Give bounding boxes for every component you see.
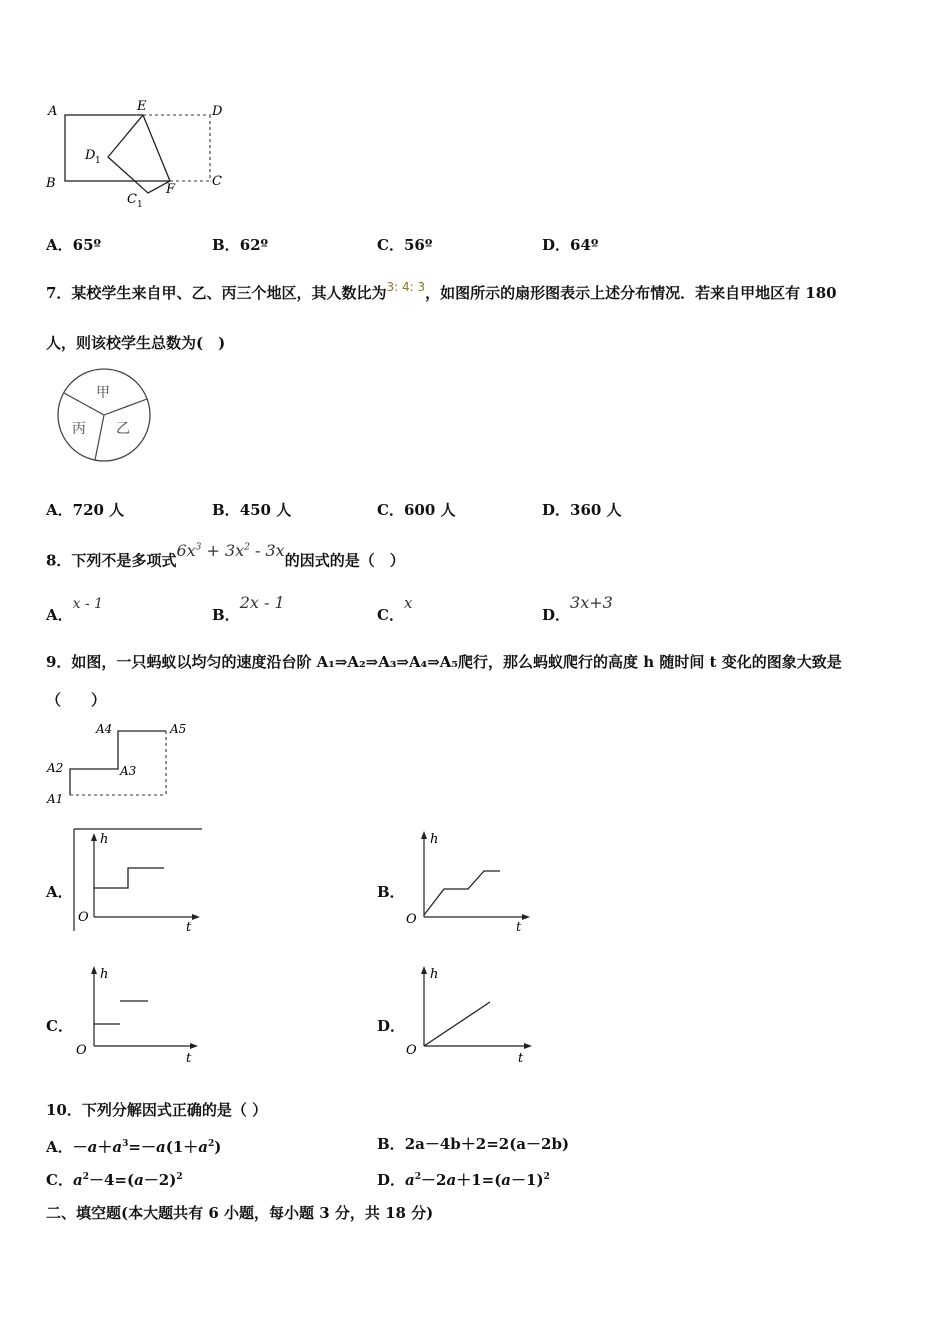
stair-label-a3: A3 [120, 764, 137, 778]
q6-option-b[interactable]: B．62º [212, 236, 269, 254]
label-D1: D [85, 148, 96, 163]
q8-option-d[interactable]: D．3x+3 [542, 593, 613, 624]
q7-question-line2: 人，则该校学生总数为( ) [46, 334, 226, 352]
graph-d-o: O [406, 1043, 417, 1058]
q10-option-b[interactable]: B．2a－4b＋2=2(a－2b) [377, 1135, 570, 1153]
q9-question-line1: 9．如图，一只蚂蚁以均匀的速度沿台阶 A₁⇒A₂⇒A₃⇒A₄⇒A₅爬行，那么蚂蚁爬行的高度 h 随时间 t 变化的图象大致是 [46, 653, 842, 671]
label-D1-sub: 1 [95, 156, 101, 166]
q7-ratio: 3: 4: 3 [386, 280, 426, 294]
graph-b-h: h [430, 832, 439, 847]
graph-a-h: h [100, 832, 109, 847]
q6-option-c[interactable]: C．56º [377, 236, 433, 254]
stair-label-a1: A1 [47, 792, 64, 806]
q8-option-b[interactable]: B．2x - 1 [212, 593, 285, 624]
graph-a-t: t [186, 920, 192, 935]
q9-graph-c[interactable] [70, 960, 210, 1068]
q7-option-d[interactable]: D．360 人 [542, 501, 622, 519]
graph-c-t: t [186, 1051, 192, 1066]
q9-graph-a[interactable] [70, 825, 210, 935]
q9-option-d-label[interactable]: D． [377, 1017, 406, 1035]
section2-title: 二、填空题(本大题共有 6 小题，每小题 3 分，共 18 分) [46, 1204, 434, 1222]
q8-option-a[interactable]: A．x - 1 [46, 596, 104, 624]
label-A: A [48, 104, 58, 119]
q7-option-a[interactable]: A．720 人 [46, 501, 125, 519]
label-B: B [46, 176, 56, 191]
graph-c-h: h [100, 967, 109, 982]
label-D: D [212, 104, 223, 119]
graph-d-t: t [518, 1051, 524, 1066]
stair-label-a4: A4 [96, 722, 113, 736]
q6-figure [40, 95, 240, 215]
q6-option-d[interactable]: D．64º [542, 236, 599, 254]
q10-option-c[interactable]: C．$a^2-4=(a-2)^2$ [46, 1171, 183, 1189]
q7-option-b[interactable]: B．450 人 [212, 501, 292, 519]
q6-option-a[interactable]: A．65º [46, 236, 102, 254]
q10-question: 10．下列分解因式正确的是（ ） [46, 1101, 268, 1119]
q8-option-c[interactable]: C．x [377, 594, 413, 624]
q10-option-a[interactable]: A．$-a+a^3=-a(1+a^2)$ [46, 1138, 222, 1156]
label-C1: C [127, 192, 137, 207]
pie-label-jia: 甲 [96, 385, 110, 401]
q10-option-b-text: 2a－4b＋2=2(a－2b) [404, 1135, 570, 1153]
q9-option-a-label[interactable]: A． [46, 883, 73, 901]
q10-option-d[interactable]: D．$a^2-2a+1=(a-1)^2$ [377, 1171, 550, 1189]
q7-question-line1: 7．某校学生来自甲、乙、丙三个地区，其人数比为$^{3: 4: 3}$，如图所示的扇形图表示上述分布情况．若来自甲地区有 180 [46, 280, 837, 302]
pie-label-yi: 乙 [116, 421, 130, 437]
label-E: E [137, 99, 147, 114]
graph-d-h: h [430, 967, 439, 982]
q7-pie-chart [50, 365, 160, 465]
q7-option-c[interactable]: C．600 人 [377, 501, 456, 519]
stair-label-a2: A2 [47, 761, 64, 775]
q9-graph-b[interactable] [400, 825, 540, 935]
q8-question: 8．下列不是多项式$6x^3 + 3x^2 - 3x$的因式的是（ ） [46, 541, 405, 570]
stair-label-a5: A5 [170, 722, 187, 736]
label-F: F [166, 182, 176, 197]
q9-question-line2: （ ） [46, 691, 107, 709]
q8-polynomial: $6x^3 + 3x^2 - 3x$ [176, 541, 285, 561]
q9-stairs-figure [44, 715, 194, 810]
label-C1-sub: 1 [137, 200, 143, 210]
q9-option-c-label[interactable]: C． [46, 1017, 73, 1035]
graph-b-o: O [406, 912, 417, 927]
graph-c-o: O [76, 1043, 87, 1058]
graph-b-t: t [516, 920, 522, 935]
q9-graph-d[interactable] [400, 960, 545, 1068]
label-C: C [212, 174, 222, 189]
q9-option-b-label[interactable]: B． [377, 883, 405, 901]
pie-label-bing: 丙 [72, 421, 86, 437]
graph-a-o: O [78, 910, 89, 925]
